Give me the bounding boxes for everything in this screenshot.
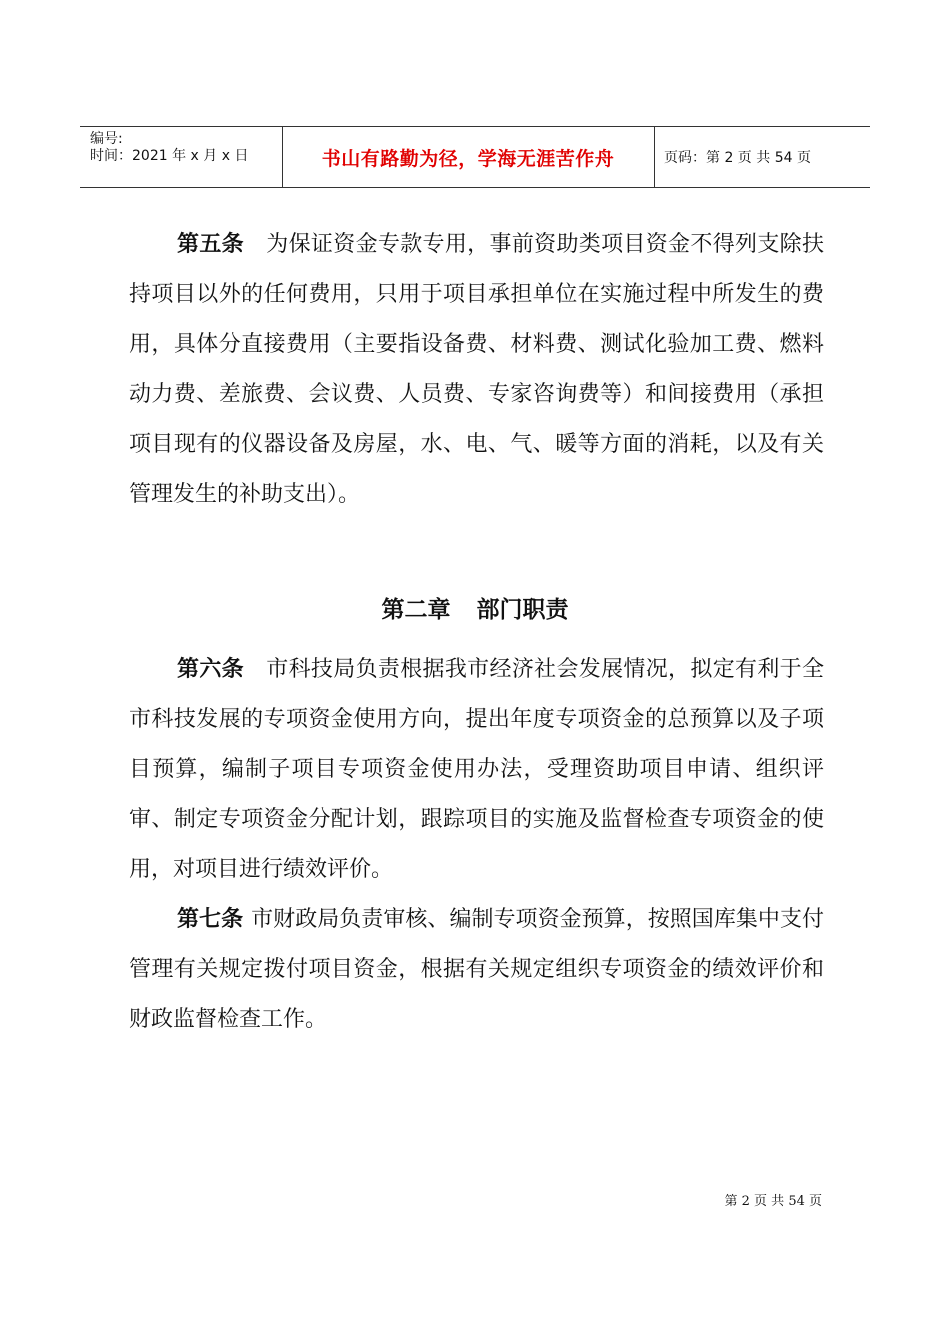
article-5: [129, 220, 824, 520]
header-meta-cell: [80, 127, 283, 187]
header-motto-cell: [282, 127, 655, 187]
page-footer: 第 2 页 共 54 页: [724, 1194, 822, 1209]
article-5-heading: 第五条: [177, 232, 244, 257]
article-6-heading: 第六条: [177, 657, 244, 682]
chapter-number: 第二章: [381, 597, 451, 623]
article-5-text: 为保证资金专款专用，事前资助类项目资金不得列支除扶持项目以外的任何费用，只用于项目承担单位在实施过程中所发生的费用，具体分直接费用（主要指设备费、材料费、测试化验加工费、燃料动力费、差旅费、会议费、人员费、专家咨询费等）和间接费用（承担项目现有的仪器设备及房屋，水、电、气、暖等方面的消耗，以及有关管理发生的补助支出）。: [129, 232, 824, 507]
chapter-heading: [0, 590, 950, 630]
header-motto: 书山有路勤为径，学海无涯苦作舟: [321, 147, 615, 170]
article-7-text: 市财政局负责审核、编制专项资金预算，按照国库集中支付管理有关规定拨付项目资金，根据有关规定组织专项资金的绩效评价和财政监督检查工作。: [129, 907, 824, 1032]
header-page-cell: [656, 127, 870, 187]
article-6: [129, 645, 824, 895]
article-7: [129, 895, 824, 1045]
header-page-info: 页码：第 2 页 共 54 页: [664, 150, 811, 166]
document-header: [80, 126, 870, 188]
chapter-title: 部门职责: [476, 597, 569, 623]
article-7-heading: 第七条: [177, 907, 244, 932]
document-number-label: 编号:: [90, 131, 123, 147]
article-6-text: 市科技局负责根据我市经济社会发展情况，拟定有利于全市科技发展的专项资金使用方向，提出年度专项资金的总预算以及子项目预算，编制子项目专项资金使用办法，受理资助项目申请、组织评审、制定专项资金分配计划，跟踪项目的实施及监督检查专项资金的使用，对项目进行绩效评价。: [129, 657, 824, 882]
document-date: 时间：2021 年 x 月 x 日: [90, 148, 249, 164]
